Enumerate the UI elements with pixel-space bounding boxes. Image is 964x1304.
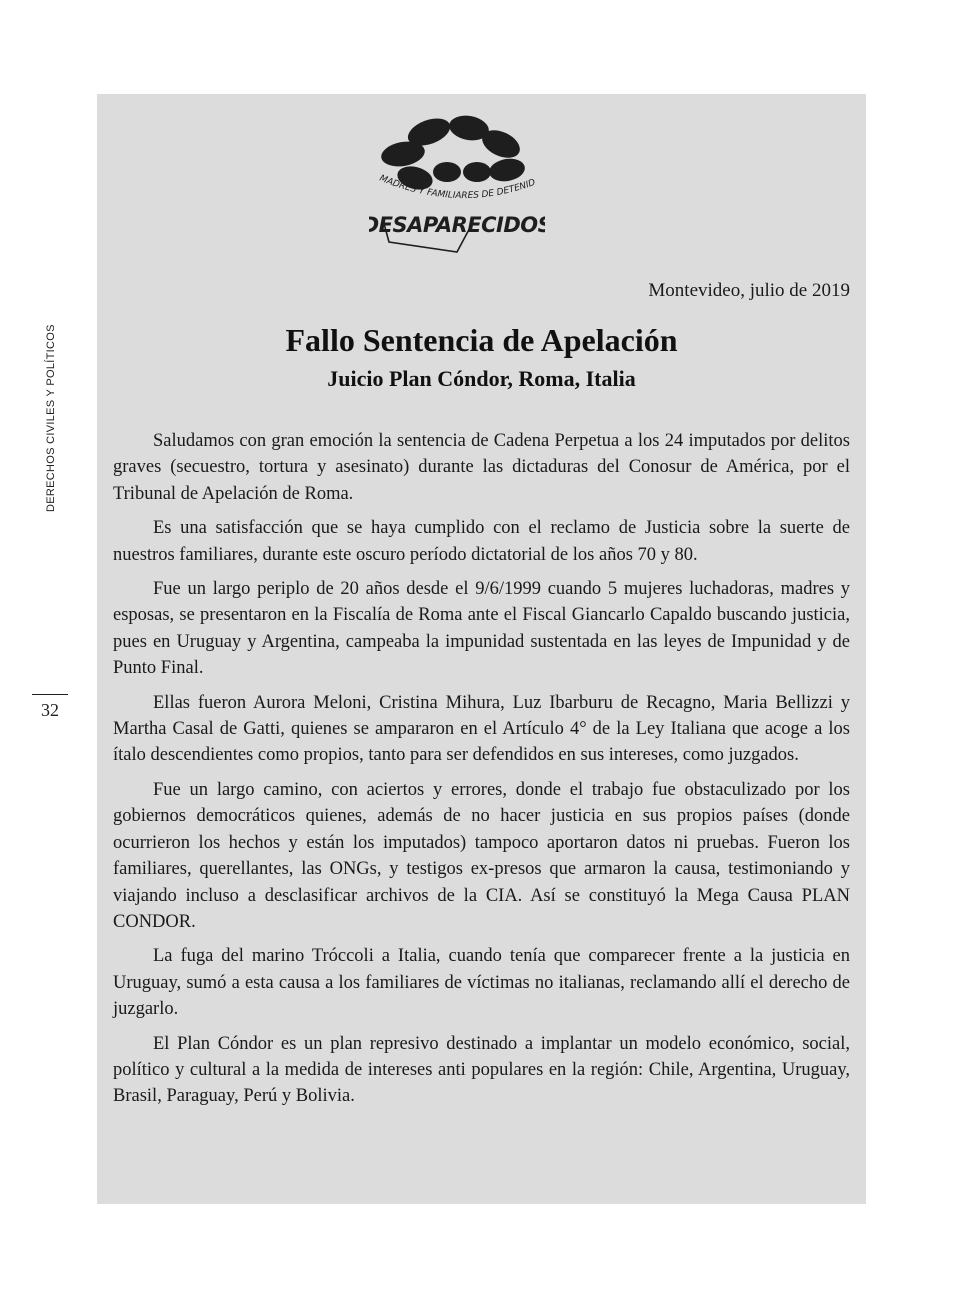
date-line: Montevideo, julio de 2019 bbox=[648, 280, 850, 301]
paragraph: La fuga del marino Tróccoli a Italia, cuando tenía que comparecer frente a la justicia en Uruguay, sumó a esta causa a los familiares de víctimas no italianas, reclamando allí el derecho de juzgarlo. bbox=[113, 946, 850, 1020]
flower-logo-icon bbox=[369, 110, 545, 256]
paragraph: El Plan Cóndor es un plan represivo destinado a implantar un modelo económico, social, político y cultural a la medida de intereses anti populares en la región: Chile, Argentina, Uruguay, Brasil, Paraguay, Perú y Bolivia. bbox=[113, 1033, 850, 1107]
organization-logo bbox=[369, 110, 545, 256]
paragraph: Fue un largo camino, con aciertos y errores, donde el trabajo fue obstaculizado por los gobiernos democráticos quienes, además de no hacer justicia en sus propios países (donde ocurrieron los hechos y están los imputados) tampoco aportaron datos ni pruebas. Fueron los familiares, querellantes, las ONGs, y testigos ex-presos que armaron la causa, testimoniando y viajando incluso a desclasificar archivos de la CIA. Así se constituyó la Mega Causa PLAN CONDOR. bbox=[113, 779, 850, 932]
paragraph: Es una satisfacción que se haya cumplido con el reclamo de Justicia sobre la suerte de nuestros familiares, durante este oscuro período dictatorial de los años 70 y 80. bbox=[113, 518, 850, 565]
content-box bbox=[97, 94, 866, 1204]
body-text bbox=[113, 428, 850, 1118]
paragraph: Saludamos con gran emoción la sentencia de Cadena Perpetua a los 24 imputados por delitos graves (secuestro, tortura y asesinato) durante las dictaduras del Conosur de América, por el Tribunal de Apelación de Roma. bbox=[113, 431, 850, 504]
page-number-rule bbox=[32, 694, 68, 695]
running-section-label: DERECHOS CIVILES Y POLÍTICOS bbox=[45, 324, 57, 512]
page-number: 32 bbox=[41, 700, 59, 720]
paragraph: Ellas fueron Aurora Meloni, Cristina Mihura, Luz Ibarburu de Recagno, Maria Bellizzi y Martha Casal de Gatti, quienes se ampararon en el Artículo 4° de la Ley Italiana que acoge a los ítalo descendientes como propios, tanto para ser defendidos en sus intereses, como juzgados. bbox=[113, 692, 850, 766]
logo-arc-text: MADRES Y FAMILIARES DE DETENID bbox=[377, 173, 537, 202]
document-title: Fallo Sentencia de Apelación bbox=[285, 322, 678, 358]
logo-word: DESAPARECIDOS bbox=[369, 213, 545, 237]
document-subtitle: Juicio Plan Cóndor, Roma, Italia bbox=[327, 366, 636, 391]
paragraph: Fue un largo periplo de 20 años desde el 9/6/1999 cuando 5 mujeres luchadoras, madres y esposas, se presentaron en la Fiscalía de Roma ante el Fiscal Giancarlo Capaldo buscando justicia, pues en Uruguay y Argentina, campeaba la impunidad sustentada en las leyes de Impunidad y de Punto Final. bbox=[113, 579, 850, 679]
